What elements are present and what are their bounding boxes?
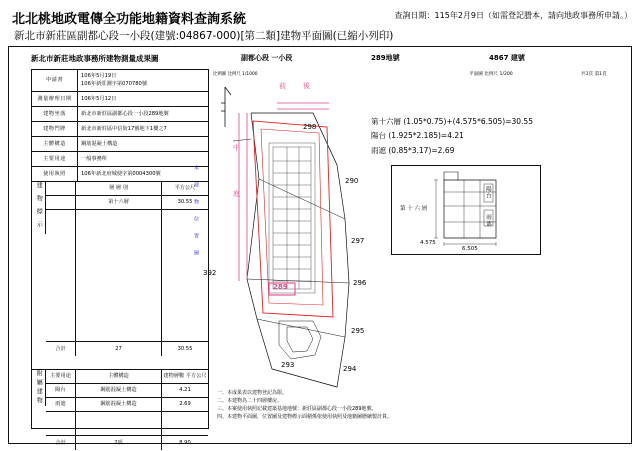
col-head-area: 建物層數 平方公尺	[163, 373, 207, 380]
floor-plan-dim-left: 4.575	[420, 240, 436, 246]
total-area: 8.90	[179, 439, 191, 446]
parcel-number: 290	[345, 177, 359, 185]
cell-structure: 鋼筋混凝土構造	[76, 398, 162, 411]
row-value: 106年5月12日	[81, 95, 117, 102]
parcel-number: 295	[351, 327, 365, 335]
row-label: 測量辦理日期	[32, 92, 78, 106]
floor-plan-dim-bottom: 6.505	[462, 246, 478, 252]
page-label: 共1頁 第1頁	[581, 72, 607, 77]
table-row	[32, 92, 208, 107]
row-value: 新北市新莊區副都心段一小段289地號	[81, 110, 169, 117]
table-row	[32, 122, 208, 137]
cell-floor: 第十六層	[76, 196, 162, 209]
map-header-building: 4867 建號	[489, 54, 525, 62]
query-date-label: 查詢日期：115年2月9日（如需登記謄本，請向地政事務所申請。）	[394, 11, 632, 20]
total-label: 合計	[46, 342, 76, 356]
table-row-empty	[46, 412, 208, 436]
parcel-number: 392	[203, 269, 217, 277]
calc-line: 第十六層 (1.05*0.75)+(4.575*6.505)=30.55	[371, 117, 533, 126]
attached-area-block	[32, 370, 208, 450]
map-header-parcel: 289地號	[371, 54, 400, 62]
scale-label: 平面圖 比例尺 1/200	[469, 72, 513, 77]
floor-plan-inner-label: 雨遮	[485, 214, 491, 227]
table-row	[46, 398, 208, 412]
parcel-number: 298	[303, 123, 317, 131]
survey-result-table	[31, 69, 209, 446]
area-header-row	[46, 182, 208, 196]
row-value-line1: 106年5月19日	[81, 73, 117, 80]
table-row	[46, 384, 208, 398]
note-line: 四、本建物平面圖，位置圖及建物標示面積係依使用執照及地籍圖謄繪製計算。	[217, 414, 393, 420]
note-line: 一、本成果表以建物登記為限。	[217, 390, 288, 396]
system-title: 北北桃地政電傳全功能地籍資料查詢系統	[12, 12, 247, 27]
cell-use: 陽台	[46, 384, 76, 397]
survey-table-title: 新北市新莊地政事務所建物測量成果圖	[31, 54, 159, 63]
row-label: 主體構造	[32, 137, 78, 151]
table-row	[32, 152, 208, 167]
col-head-floor: 層 層 別	[76, 182, 162, 195]
row-value: 新北市新莊區中信街17號地下1樓之7	[81, 125, 167, 132]
row-value-line2: 106年新莊測字第070780號	[81, 80, 148, 87]
col-head-unit: 平方公尺	[174, 185, 196, 192]
table-row	[32, 137, 208, 152]
attached-total-row	[46, 436, 208, 450]
area-calculation-block	[371, 115, 533, 158]
row-value	[78, 70, 208, 91]
total-area: 30.55	[177, 345, 193, 352]
table-row	[32, 70, 208, 92]
cell-area: 4.21	[179, 387, 191, 394]
parcel-number: 296	[353, 279, 367, 287]
notes-block	[217, 389, 392, 421]
floor-plan-label: 第 十 六 層	[400, 206, 428, 212]
north-arrow-icon	[221, 87, 231, 127]
building-area-block	[32, 182, 208, 370]
floor-plan-diagram	[391, 165, 541, 255]
map-label-pink: 庭	[233, 190, 240, 198]
map-vertical-label: 本 建 物 位 置 圖	[193, 165, 199, 258]
row-value: 106年新北府城使字第0004300號	[81, 170, 161, 177]
map-vector	[217, 69, 361, 429]
total-count: 27	[76, 342, 162, 356]
total-label: 合計	[46, 436, 76, 450]
row-value: 一般事務所	[81, 155, 107, 162]
col-head-blank	[46, 182, 76, 195]
coord-scale-label: 比例圖 比例尺 1/1000	[213, 72, 258, 77]
highlight-parcel-number: 289	[273, 283, 288, 291]
map-header-section: 副都心段 一小段	[241, 54, 293, 62]
table-row	[46, 196, 208, 210]
total-row	[46, 342, 208, 356]
total-count: 2項	[76, 436, 162, 450]
cell-blank	[46, 196, 76, 209]
parcel-number: 293	[281, 361, 295, 369]
floor-plan-inner-label: 陽台	[485, 186, 491, 199]
note-line: 二、本建物為二十四層樓房。	[217, 398, 283, 404]
page-header	[0, 0, 640, 48]
row-label: 使用執照	[32, 167, 78, 181]
table-row	[32, 167, 208, 182]
col-head-use: 主要用途	[46, 370, 76, 383]
parcel-number: 297	[351, 237, 365, 245]
cell-area: 2.69	[179, 401, 191, 408]
map-label-pink: 後	[303, 82, 310, 90]
calc-line: 雨遮 (0.85*3.17)=2.69	[371, 145, 455, 155]
note-line: 三、本案使用執照記載建築基地地號：新莊區副都心段一小段289地號。	[217, 406, 377, 412]
document-title: 新北市新莊區副都心段一小段(建號:04867-000)[第二類]建物平面圖(已縮小列印)	[14, 30, 394, 42]
row-label: 申請書	[32, 70, 78, 91]
table-row	[32, 107, 208, 122]
building-area-vertical-label: 建物標示	[32, 182, 46, 234]
parcel-number: 294	[343, 365, 357, 373]
calc-line: 陽台 (1.925*2.185)=4.21	[371, 131, 464, 141]
col-head-structure: 主體構造	[76, 370, 162, 383]
row-label: 建物門牌	[32, 122, 78, 136]
table-row-empty	[46, 210, 208, 342]
location-map	[193, 69, 367, 429]
row-label: 建物坐落	[32, 107, 78, 121]
cell-use: 雨遮	[46, 398, 76, 411]
cell-area: 30.55	[177, 199, 193, 206]
cell-structure: 鋼筋混凝土構造	[76, 384, 162, 397]
attached-header-row	[46, 370, 208, 384]
map-label-pink: 中	[233, 144, 240, 152]
map-label-pink: 前	[279, 82, 286, 90]
row-value: 鋼筋混凝土構造	[81, 140, 118, 147]
attached-area-vertical-label: 附屬建物	[32, 370, 46, 406]
document-frame	[8, 46, 632, 444]
row-label: 主要用途	[32, 152, 78, 166]
